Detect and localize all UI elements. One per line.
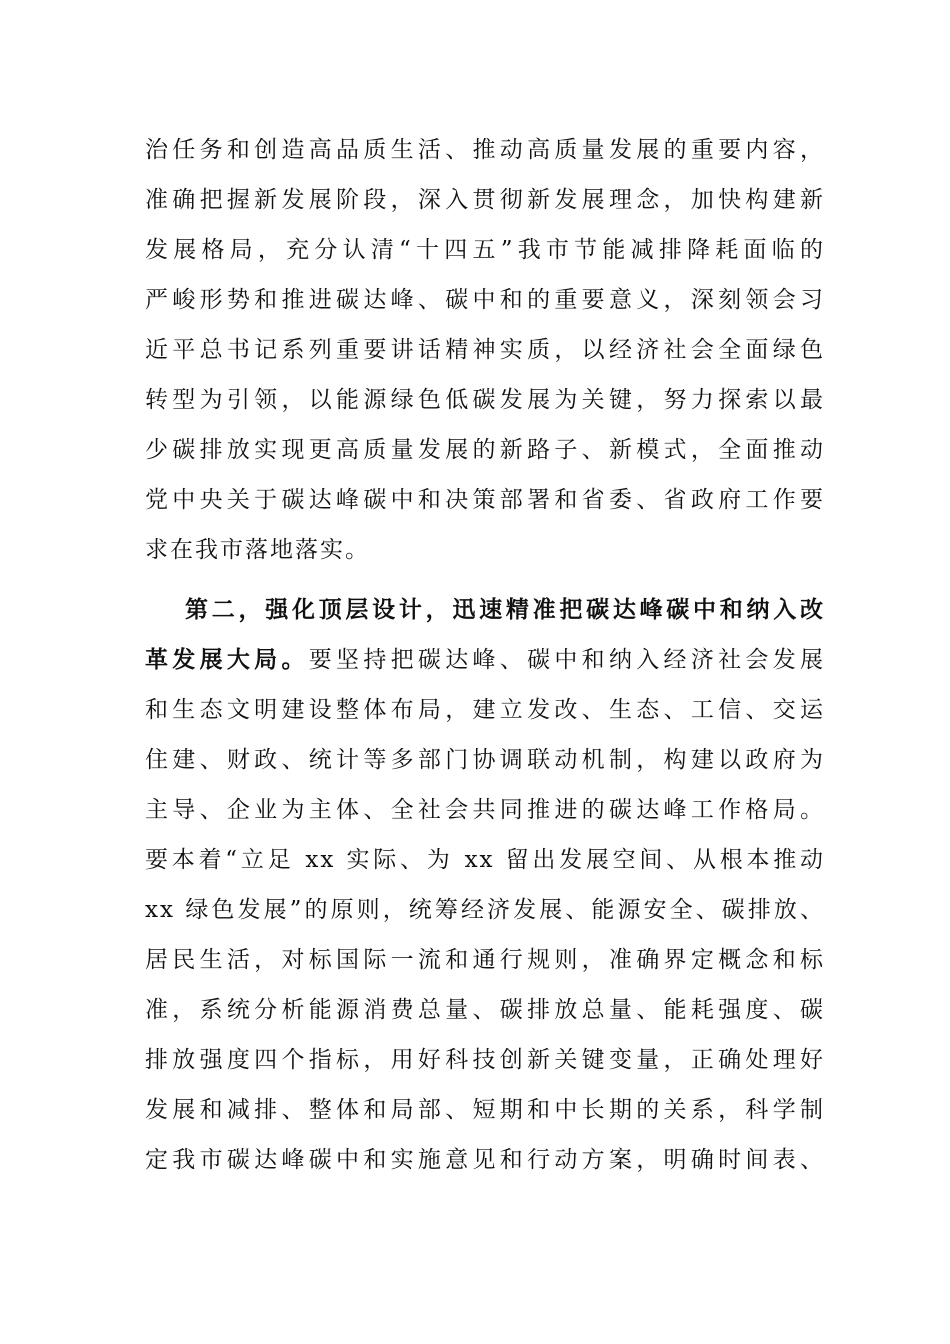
paragraph-line: 治任务和创造高品质生活、推动高质量发展的重要内容， — [145, 137, 825, 163]
paragraph-1 — [145, 125, 825, 575]
paragraph-line: 发展格局，充分认清“十四五”我市节能减排降耗面临的 — [145, 237, 825, 263]
section-heading-end: 革发展大局。 — [145, 646, 309, 673]
paragraph-line: 近平总书记系列重要讲话精神实质，以经济社会全面绿色 — [145, 337, 825, 363]
paragraph-line: 和生态文明建设整体布局，建立发改、生态、工信、交运 — [145, 697, 825, 723]
paragraph-line: 转型为引领，以能源绿色低碳发展为关键，努力探索以最 — [145, 387, 825, 413]
paragraph-line: 居民生活，对标国际一流和通行规则，准确界定概念和标 — [145, 947, 825, 973]
paragraph-line: 定我市碳达峰碳中和实施意见和行动方案，明确时间表、 — [145, 1147, 825, 1173]
paragraph-line: 求在我市落地落实。 — [145, 537, 370, 563]
paragraph-2 — [145, 585, 825, 1185]
paragraph-line: 主导、企业为主体、全社会共同推进的碳达峰工作格局。 — [145, 797, 825, 823]
paragraph-line: 党中央关于碳达峰碳中和决策部署和省委、省政府工作要 — [145, 487, 825, 513]
section-heading: 第二，强化顶层设计，迅速精准把碳达峰碳中和纳入改 — [185, 596, 825, 623]
paragraph-line — [145, 635, 825, 685]
paragraph-line: 排放强度四个指标，用好科技创新关键变量，正确处理好 — [145, 1047, 825, 1073]
paragraph-line: 发展和减排、整体和局部、短期和中长期的关系，科学制 — [145, 1097, 825, 1123]
paragraph-line: xx 绿色发展”的原则，统筹经济发展、能源安全、碳排放、 — [145, 897, 825, 923]
paragraph-line: 准确把握新发展阶段，深入贯彻新发展理念，加快构建新 — [145, 187, 825, 213]
paragraph-line: 住建、财政、统计等多部门协调联动机制，构建以政府为 — [145, 747, 825, 773]
paragraph-line: 严峻形势和推进碳达峰、碳中和的重要意义，深刻领会习 — [145, 287, 825, 313]
paragraph-text: 要坚持把碳达峰、碳中和纳入经济社会发展 — [308, 647, 826, 673]
paragraph-line: 准，系统分析能源消费总量、碳排放总量、能耗强度、碳 — [145, 997, 825, 1023]
paragraph-line: 要本着“立足 xx 实际、为 xx 留出发展空间、从根本推动 — [145, 847, 825, 873]
paragraph-line: 少碳排放实现更高质量发展的新路子、新模式，全面推动 — [145, 437, 825, 463]
